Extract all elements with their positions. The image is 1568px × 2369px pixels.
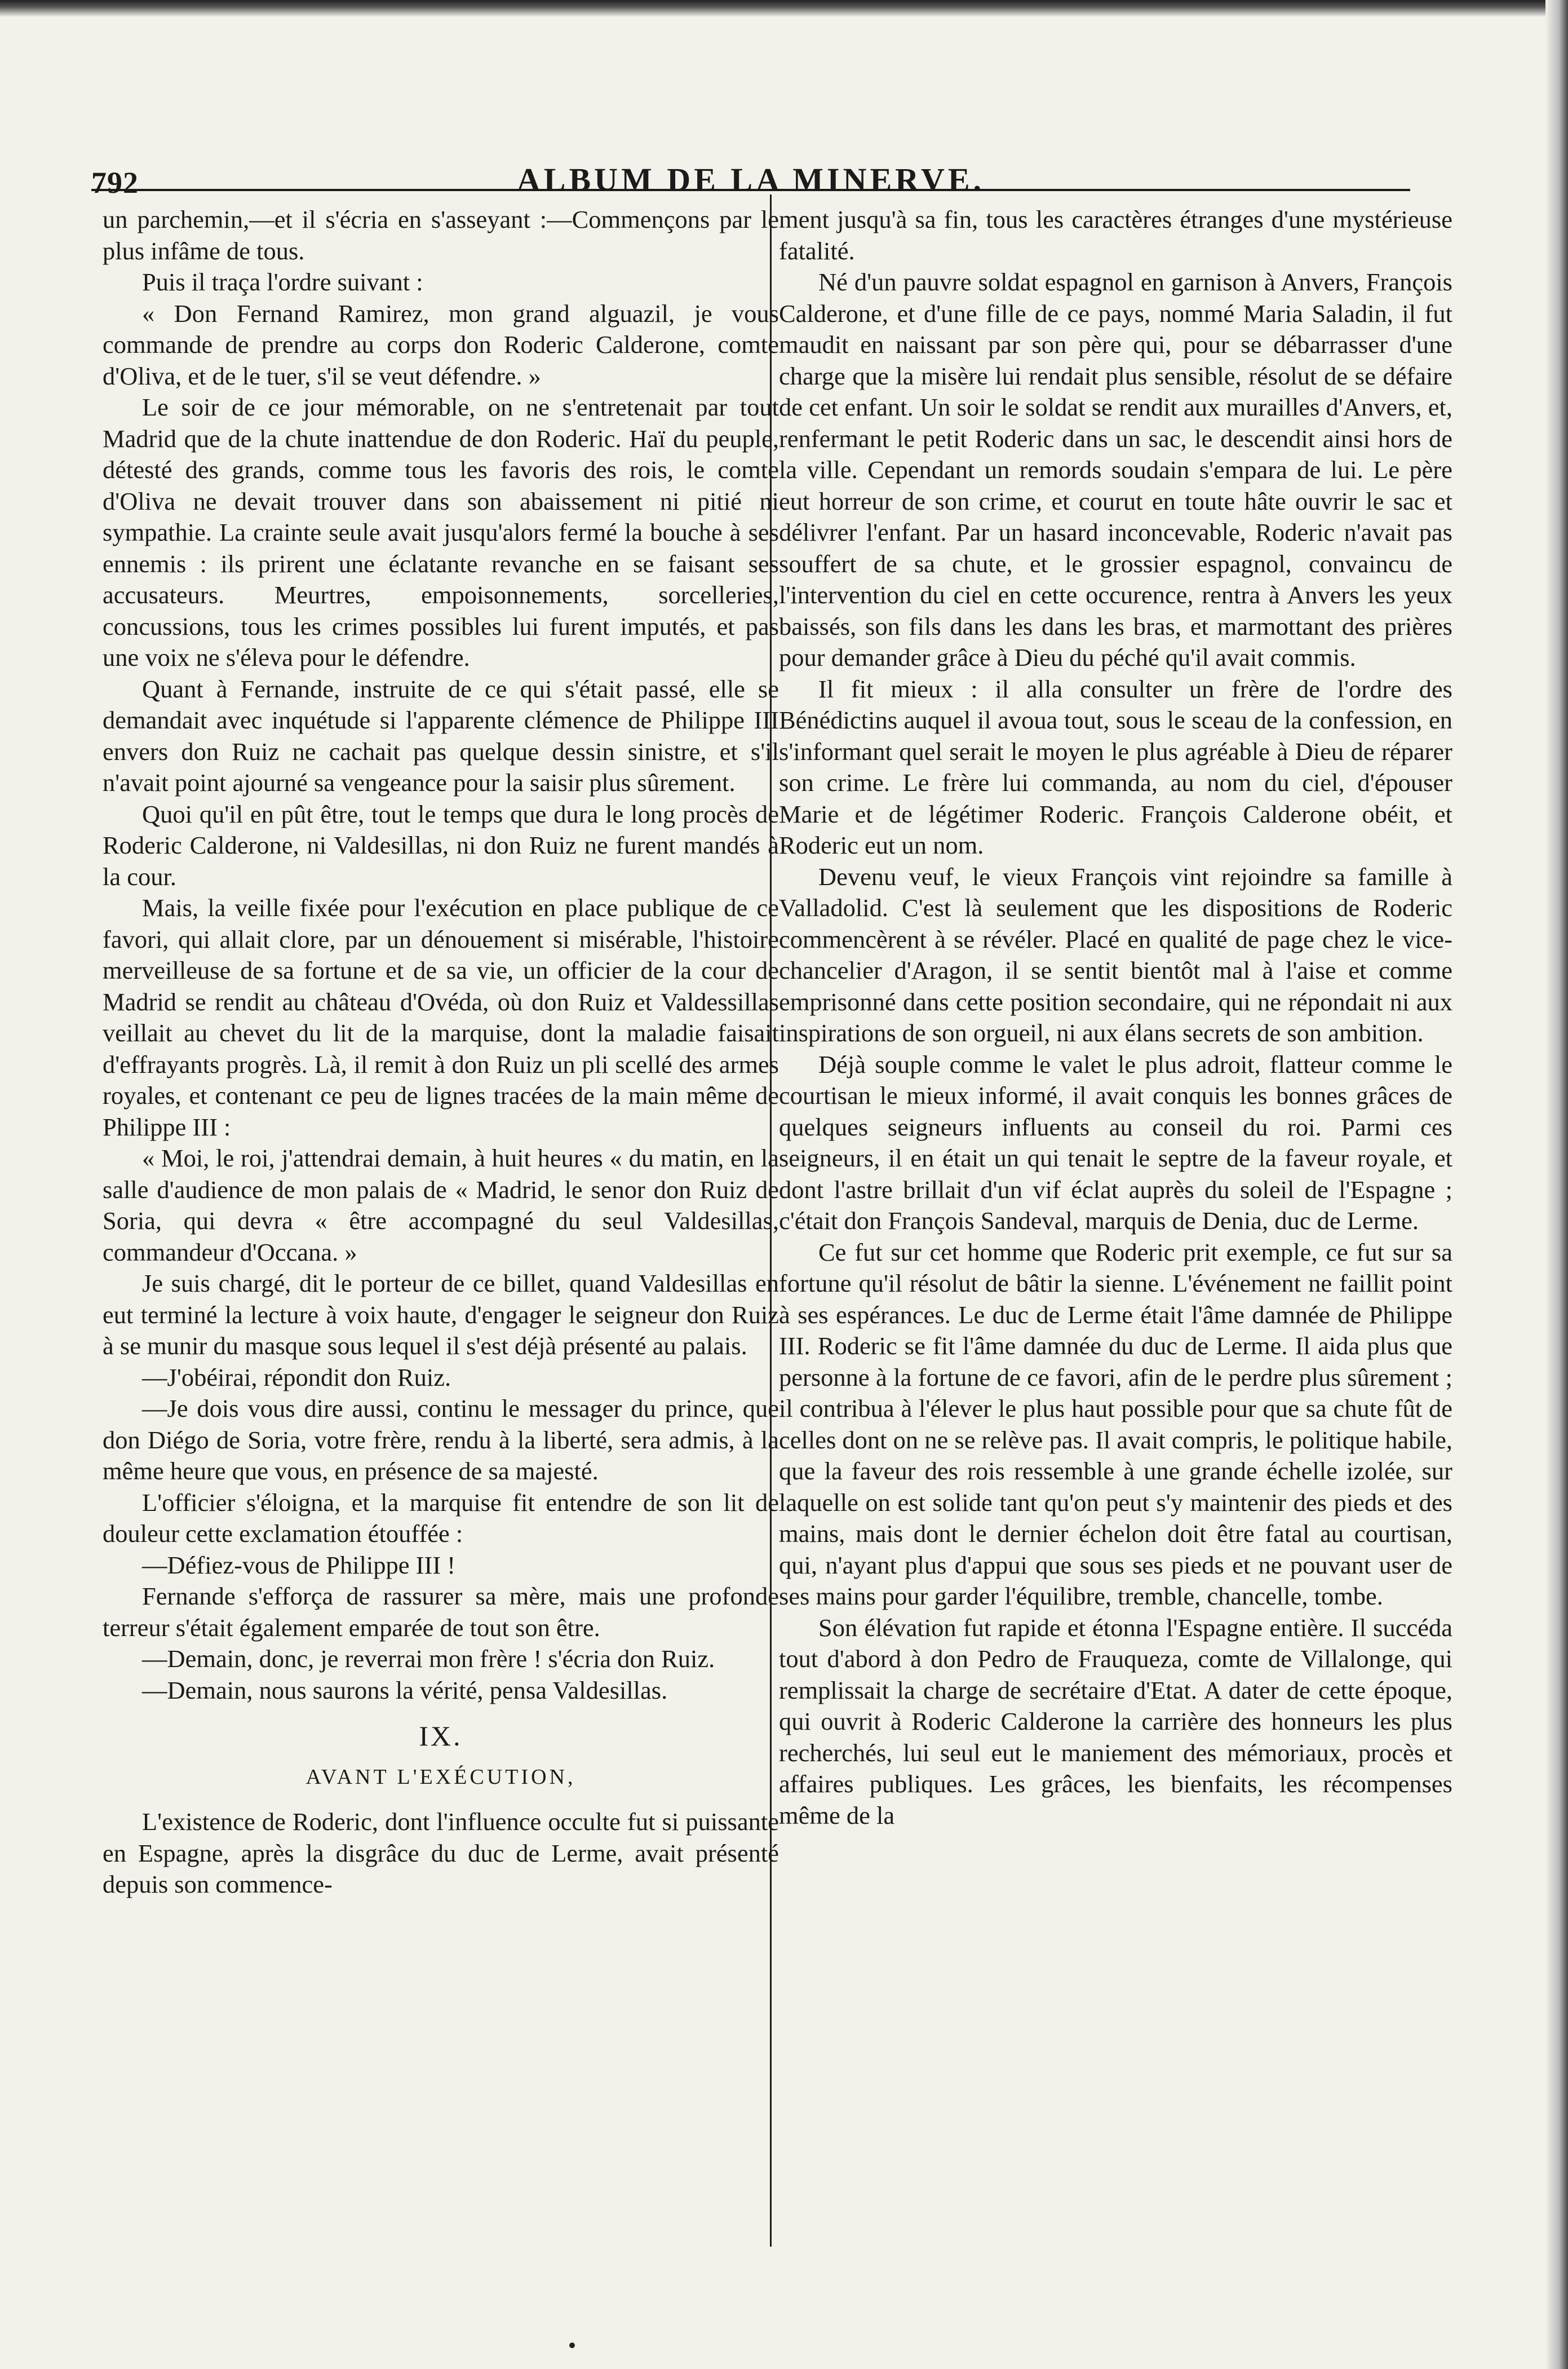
paragraph: —Demain, donc, je reverrai mon frère ! s'écria don Ruiz. [142, 1645, 715, 1673]
paragraph: Puis il traça l'ordre suivant : [142, 268, 423, 296]
section-number: IX. [419, 1720, 463, 1752]
footer-dot [569, 2343, 575, 2348]
paragraph: Je suis chargé, dit le porteur de ce billet, quand Valdesillas en eut terminé la lecture à voix haute, d'engager le seigneur don Ruiz à se munir du masque sous lequel il s'est déjà présenté au palais. [103, 1269, 779, 1360]
right-column [779, 204, 1452, 1831]
paragraph: Le soir de ce jour mémorable, on ne s'entretenait par tout Madrid que de la chute inattendue de don Roderic. Haï du peuple, détesté des grands, comme tous les favoris des rois, le comte d'Oliva ne devait trouver dans son abaissement ni pitié ni sympathie. La crainte seule avait jusqu'alors fermé la bouche à ses ennemis : ils prirent une éclatante revanche en se faisant ses accusateurs. Meurtres, empoisonnements, sorcelleries, concussions, tous les crimes possibles lui furent imputés, et pas une voix ne s'éleva pour le défendre. [103, 393, 779, 671]
paragraph: L'existence de Roderic, dont l'influence occulte fut si puissante en Espagne, après la disgrâce du duc de Lerme, avait présenté depuis son commence- [103, 1807, 779, 1898]
paragraph: « Don Fernand Ramirez, mon grand alguazil, je vous commande de prendre au corps don Roderic Calderone, comte d'Oliva, et de le tuer, s'il se veut défendre. » [103, 299, 779, 390]
paragraph: Quant à Fernande, instruite de ce qui s'était passé, elle se demandait avec inquétude si l'apparente clémence de Philippe III envers don Ruiz ne cachait pas quelque dessin sinistre, et s'il n'avait point ajourné sa vengeance pour la saisir plus sûrement. [103, 674, 779, 797]
paragraph: —Demain, nous saurons la vérité, pensa Valdesillas. [142, 1676, 668, 1704]
left-column-section-body [103, 1806, 779, 1900]
paragraph: —Je dois vous dire aussi, continu le messager du prince, que don Diégo de Soria, votre frère, rendu à la liberté, sera admis, à la même heure que vous, en présence de sa majesté. [103, 1394, 779, 1485]
paragraph: Né d'un pauvre soldat espagnol en garnison à Anvers, François Calderone, et d'une fille de ce pays, nommé Maria Saladin, il fut maudit en naissant par son père qui, pour se débarrasser d'une charge que la misère lui rendait plus sensible, résolut de se défaire de cet enfant. Un soir le soldat se rendit aux murailles d'Anvers, et, renfermant le petit Roderic dans un sac, le descendit ainsi hors de la ville. Cependant un remords soudain s'empara de lui. Le père eut horreur de son crime, et courut en toute hâte ouvrir le sac et délivrer l'enfant. Par un hasard inconcevable, Roderic n'avait pas souffert de sa chute, et le grossier espagnol, convaincu de l'intervention du ciel en cette occurence, rentra à Anvers les yeux baissés, son fils dans les dans les bras, et marmottant des prières pour demander grâce à Dieu du péché qu'il avait commis. [779, 268, 1452, 671]
paragraph: —Défiez-vous de Philippe III ! [142, 1550, 456, 1579]
paragraph: Déjà souple comme le valet le plus adroit, flatteur comme le courtisan le mieux informé, il avait conquis les bonnes grâces de quelques seigneurs influents au conseil du roi. Parmi ces seigneurs, il en était un qui tenait le septre de la faveur royale, et dont l'astre brillait d'un vif éclat auprès du soleil de l'Espagne ; c'était don François Sandeval, marquis de Denia, duc de Lerme. [779, 1050, 1452, 1235]
paragraph: Quoi qu'il en pût être, tout le temps que dura le long procès de Roderic Calderone, ni Valdesillas, ni don Ruiz ne furent mandés à la cour. [103, 799, 779, 891]
paragraph: Mais, la veille fixée pour l'exécution en place publique de ce favori, qui allait clore, par un dénouement si misérable, l'histoire merveilleuse de sa fortune et de sa vie, un officier de la cour de Madrid se rendit au château d'Ovéda, où don Ruiz et Valdessillas veillait au chevet du lit de la marquise, dont la maladie faisait d'effrayants progrès. Là, il remit à don Ruiz un pli scellé des armes royales, et contenant ce peu de lignes tracées de la main même de Philippe III : [103, 894, 779, 1141]
paragraph: un parchemin,—et il s'écria en s'asseyant :—Commençons par le plus infâme de tous. [103, 205, 779, 265]
header-rule [91, 189, 1410, 191]
paragraph: —J'obéirai, répondit don Ruiz. [142, 1363, 451, 1391]
left-column-body [103, 204, 779, 1706]
page-number: 792 [91, 166, 139, 200]
journal-title: ALBUM DE LA MINERVE. [516, 161, 985, 198]
page-right-edge [1545, 0, 1568, 2369]
page-header [91, 161, 1410, 200]
section-title: AVANT L'EXÉCUTION, [305, 1765, 576, 1789]
paragraph: Son élévation fut rapide et étonna l'Espagne entière. Il succéda tout d'abord à don Pedro de Frauqueza, comte de Villalonge, qui remplissait la charge de secrétaire d'Etat. A dater de cette époque, qui ouvrit à Roderic Calderone la carrière des honneurs les plus recherchés, lui seul eut le maniement des mémoriaux, procès et affaires publiques. Les grâces, les bienfaits, les récompenses même de la [779, 1613, 1452, 1829]
page-top-edge [0, 0, 1568, 17]
paragraph: Il fit mieux : il alla consulter un frère de l'ordre des Bénédictins auquel il avoua tout, sous le sceau de la confession, en s'informant quel serait le moyen le plus agréable à Dieu de réparer son crime. Le frère lui commanda, au nom du ciel, d'épouser Marie et de légétimer Roderic. François Calderone obéit, et Roderic eut un nom. [779, 674, 1452, 859]
paragraph: Fernande s'efforça de rassurer sa mère, mais une profonde terreur s'était également emparée de tout son être. [103, 1582, 779, 1642]
paragraph: Devenu veuf, le vieux François vint rejoindre sa famille à Valladolid. C'est là seulement que les dispositions de Roderic commencèrent à se révéler. Placé en qualité de page chez le vice-chancelier d'Aragon, il se sentit bientôt mal à l'aise et comme emprisonné dans cette position secondaire, qui ne répondait ni aux inspirations de son orgueil, ni aux élans secrets de son ambition. [779, 862, 1452, 1047]
paragraph: ment jusqu'à sa fin, tous les caractères étranges d'une mystérieuse fatalité. [779, 205, 1452, 265]
paragraph: « Moi, le roi, j'attendrai demain, à huit heures « du matin, en la salle d'audience de mon palais de « Madrid, le senor don Ruiz de Soria, qui devra « être accompagné du seul Valdesillas, commandeur d'Occana. » [103, 1144, 779, 1266]
paragraph: L'officier s'éloigna, et la marquise fit entendre de son lit de douleur cette exclamation étouffée : [103, 1488, 779, 1548]
left-column [103, 204, 779, 1900]
right-column-body [779, 204, 1452, 1831]
paragraph: Ce fut sur cet homme que Roderic prit exemple, ce fut sur sa fortune qu'il résolut de bâtir la sienne. L'événement ne faillit point à ses espérances. Le duc de Lerme était l'âme damnée de Philippe III. Roderic se fit l'âme damnée du duc de Lerme. Il aida plus que personne à la fortune de ce favori, afin de le perdre plus sûrement ; il contribua à l'élever le plus haut possible pour que sa chute fût de celles dont on ne se relève pas. Il avait compris, le politique habile, que la faveur des rois ressemble à une grande échelle izolée, sur laquelle on est solide tant qu'on peut s'y maintenir des pieds et des mains, mais dont le dernier échelon doit être fatal au courtisan, qui, n'ayant plus d'appui que sous ses pieds et ne pouvant user de ses mains pour garder l'équilibre, tremble, chancelle, tombe. [779, 1237, 1452, 1610]
